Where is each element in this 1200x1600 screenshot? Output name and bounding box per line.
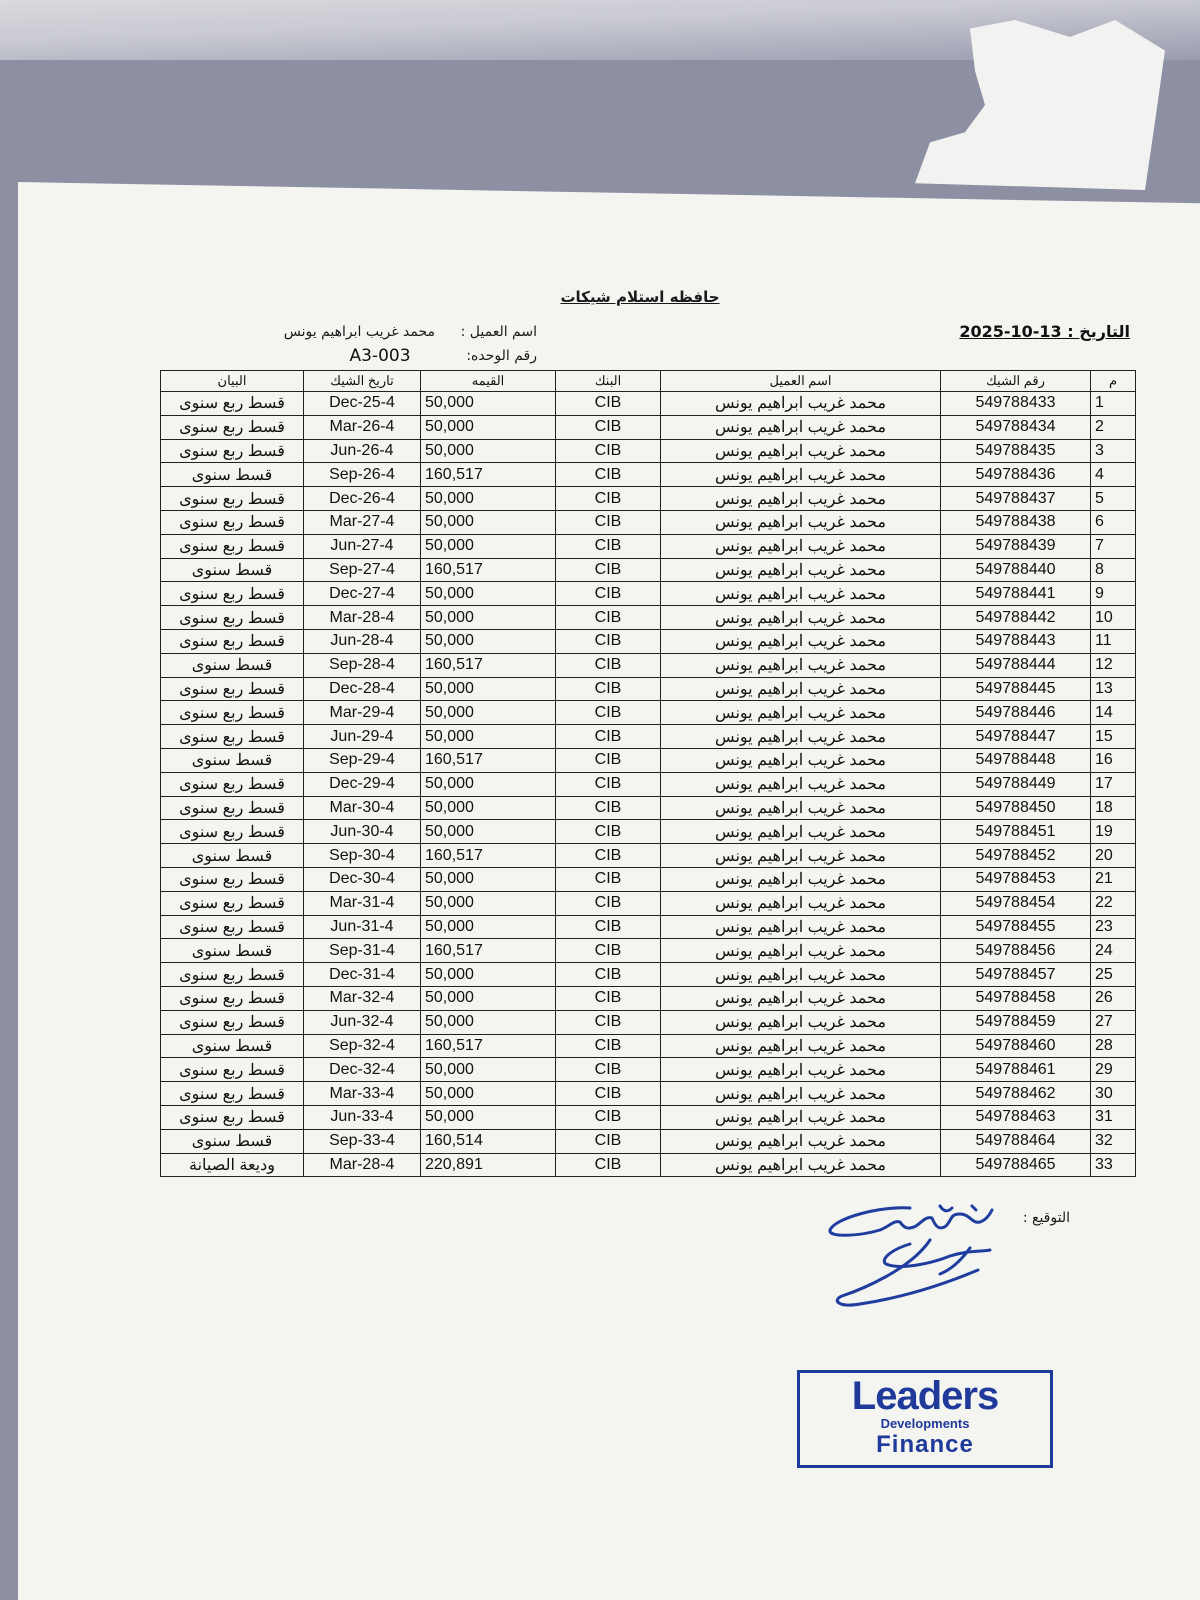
table-row — [161, 1034, 1136, 1058]
row-index: 15 — [1091, 725, 1136, 749]
row-index: 24 — [1091, 939, 1136, 963]
cheque-amount: 160,517 — [421, 558, 556, 582]
table-row — [161, 915, 1136, 939]
document-date: التاريخ : 13-10-2025 — [959, 322, 1130, 341]
cheque-description: قسط ربع سنوى — [161, 772, 304, 796]
client-name: محمد غريب ابراهيم يونس — [661, 1153, 941, 1177]
cheque-amount: 50,000 — [421, 1105, 556, 1129]
bank-name: CIB — [556, 963, 661, 987]
cheque-amount: 50,000 — [421, 415, 556, 439]
cheque-description: قسط سنوى — [161, 463, 304, 487]
handwritten-signature — [820, 1200, 1010, 1310]
unit-number-label: رقم الوحده: — [466, 348, 537, 364]
cheque-description: قسط سنوى — [161, 1129, 304, 1153]
table-row — [161, 1153, 1136, 1177]
table-row — [161, 1082, 1136, 1106]
client-name: محمد غريب ابراهيم يونس — [661, 510, 941, 534]
bank-name: CIB — [556, 677, 661, 701]
cheque-date: 4-Mar-28 — [304, 606, 421, 630]
cheque-amount: 50,000 — [421, 439, 556, 463]
table-row — [161, 820, 1136, 844]
row-index: 23 — [1091, 915, 1136, 939]
client-name: محمد غريب ابراهيم يونس — [661, 1129, 941, 1153]
bank-name: CIB — [556, 1034, 661, 1058]
cheque-description: قسط ربع سنوى — [161, 891, 304, 915]
client-name: محمد غريب ابراهيم يونس — [661, 915, 941, 939]
row-index: 25 — [1091, 963, 1136, 987]
cheque-description: قسط ربع سنوى — [161, 1058, 304, 1082]
cheque-number: 549788440 — [941, 558, 1091, 582]
client-name: محمد غريب ابراهيم يونس — [661, 891, 941, 915]
table-row — [161, 772, 1136, 796]
cheque-description: قسط ربع سنوى — [161, 963, 304, 987]
row-index: 26 — [1091, 986, 1136, 1010]
cheque-description: قسط ربع سنوى — [161, 820, 304, 844]
cheque-number: 549788437 — [941, 487, 1091, 511]
cheque-date: 4-Jun-31 — [304, 915, 421, 939]
bank-name: CIB — [556, 653, 661, 677]
cheque-date: 4-Sep-32 — [304, 1034, 421, 1058]
client-name: محمد غريب ابراهيم يونس — [661, 677, 941, 701]
cheque-date: 4-Dec-27 — [304, 582, 421, 606]
table-row — [161, 463, 1136, 487]
cheque-number: 549788454 — [941, 891, 1091, 915]
cheque-amount: 50,000 — [421, 629, 556, 653]
cheque-date: 4-Sep-33 — [304, 1129, 421, 1153]
cheque-date: 4-Mar-33 — [304, 1082, 421, 1106]
cheque-number: 549788458 — [941, 986, 1091, 1010]
cheque-date: 4-Sep-31 — [304, 939, 421, 963]
cheque-description: قسط سنوى — [161, 558, 304, 582]
cheque-amount: 160,517 — [421, 463, 556, 487]
cheque-amount: 160,514 — [421, 1129, 556, 1153]
client-name: محمد غريب ابراهيم يونس — [661, 796, 941, 820]
cheque-number: 549788455 — [941, 915, 1091, 939]
cheque-number: 549788456 — [941, 939, 1091, 963]
table-row — [161, 1105, 1136, 1129]
cheque-amount: 50,000 — [421, 915, 556, 939]
client-name: محمد غريب ابراهيم يونس — [661, 534, 941, 558]
cheque-description: قسط ربع سنوى — [161, 1105, 304, 1129]
client-name: محمد غريب ابراهيم يونس — [661, 986, 941, 1010]
cheque-description: قسط ربع سنوى — [161, 534, 304, 558]
cheque-amount: 50,000 — [421, 701, 556, 725]
cheque-amount: 50,000 — [421, 891, 556, 915]
cheque-date: 4-Mar-29 — [304, 701, 421, 725]
cheque-date: 4-Jun-32 — [304, 1010, 421, 1034]
cheque-description: قسط سنوى — [161, 653, 304, 677]
cheque-description: قسط ربع سنوى — [161, 582, 304, 606]
table-row — [161, 415, 1136, 439]
bank-name: CIB — [556, 701, 661, 725]
cheque-number: 549788457 — [941, 963, 1091, 987]
table-body — [161, 392, 1136, 1177]
table-row — [161, 653, 1136, 677]
cheque-amount: 50,000 — [421, 796, 556, 820]
client-name: محمد غريب ابراهيم يونس — [661, 653, 941, 677]
cheque-date: 4-Mar-26 — [304, 415, 421, 439]
cheque-number: 549788435 — [941, 439, 1091, 463]
cheque-description: وديعة الصيانة — [161, 1153, 304, 1177]
cheque-amount: 220,891 — [421, 1153, 556, 1177]
cheque-date: 4-Dec-25 — [304, 392, 421, 416]
row-index: 20 — [1091, 844, 1136, 868]
table-row — [161, 796, 1136, 820]
column-header-cheque-date: تاريخ الشيك — [304, 371, 421, 392]
cheque-date: 4-Jun-27 — [304, 534, 421, 558]
client-name: محمد غريب ابراهيم يونس — [661, 1058, 941, 1082]
bank-name: CIB — [556, 415, 661, 439]
table-row — [161, 487, 1136, 511]
cheque-date: 4-Mar-27 — [304, 510, 421, 534]
cheque-number: 549788436 — [941, 463, 1091, 487]
bank-name: CIB — [556, 820, 661, 844]
cheque-description: قسط سنوى — [161, 748, 304, 772]
cheque-amount: 50,000 — [421, 510, 556, 534]
table-row — [161, 701, 1136, 725]
cheque-number: 549788446 — [941, 701, 1091, 725]
row-index: 14 — [1091, 701, 1136, 725]
cheque-amount: 160,517 — [421, 844, 556, 868]
table-row — [161, 1010, 1136, 1034]
table-header-row — [161, 371, 1136, 392]
client-name: محمد غريب ابراهيم يونس — [661, 820, 941, 844]
cheque-amount: 160,517 — [421, 939, 556, 963]
cheque-number: 549788447 — [941, 725, 1091, 749]
bank-name: CIB — [556, 772, 661, 796]
row-index: 31 — [1091, 1105, 1136, 1129]
bank-name: CIB — [556, 725, 661, 749]
cheque-amount: 50,000 — [421, 725, 556, 749]
bank-name: CIB — [556, 796, 661, 820]
table-row — [161, 748, 1136, 772]
cheque-number: 549788439 — [941, 534, 1091, 558]
cheque-date: 4-Mar-31 — [304, 891, 421, 915]
cheque-date: 4-Sep-26 — [304, 463, 421, 487]
table-row — [161, 867, 1136, 891]
cheque-description: قسط ربع سنوى — [161, 915, 304, 939]
stamp-brand: Leaders — [851, 1374, 999, 1418]
bank-name: CIB — [556, 1153, 661, 1177]
cheque-description: قسط ربع سنوى — [161, 677, 304, 701]
client-name: محمد غريب ابراهيم يونس — [661, 1105, 941, 1129]
row-index: 30 — [1091, 1082, 1136, 1106]
cheque-amount: 50,000 — [421, 986, 556, 1010]
bank-name: CIB — [556, 558, 661, 582]
row-index: 22 — [1091, 891, 1136, 915]
bank-name: CIB — [556, 1105, 661, 1129]
row-index: 27 — [1091, 1010, 1136, 1034]
cheque-number: 549788448 — [941, 748, 1091, 772]
client-name: محمد غريب ابراهيم يونس — [661, 415, 941, 439]
cheque-number: 549788450 — [941, 796, 1091, 820]
client-name: محمد غريب ابراهيم يونس — [661, 392, 941, 416]
cheque-number: 549788452 — [941, 844, 1091, 868]
row-index: 4 — [1091, 463, 1136, 487]
unit-number-value: A3-003 — [349, 346, 411, 366]
table-row — [161, 439, 1136, 463]
column-header-amount: القيمه — [421, 371, 556, 392]
cheque-description: قسط ربع سنوى — [161, 439, 304, 463]
cheque-amount: 160,517 — [421, 1034, 556, 1058]
table-row — [161, 582, 1136, 606]
client-name-value: محمد غريب ابراهيم يونس — [283, 324, 435, 340]
row-index: 29 — [1091, 1058, 1136, 1082]
cheque-date: 4-Sep-28 — [304, 653, 421, 677]
cheque-date: 4-Sep-29 — [304, 748, 421, 772]
cheque-description: قسط ربع سنوى — [161, 629, 304, 653]
cheque-amount: 50,000 — [421, 534, 556, 558]
bank-name: CIB — [556, 915, 661, 939]
cheque-date: 4-Mar-32 — [304, 986, 421, 1010]
cheque-date: 4-Dec-29 — [304, 772, 421, 796]
column-header-client-name: اسم العميل — [661, 371, 941, 392]
cheque-number: 549788461 — [941, 1058, 1091, 1082]
cheque-amount: 50,000 — [421, 606, 556, 630]
client-name: محمد غريب ابراهيم يونس — [661, 867, 941, 891]
client-name: محمد غريب ابراهيم يونس — [661, 963, 941, 987]
client-name: محمد غريب ابراهيم يونس — [661, 629, 941, 653]
table-row — [161, 1058, 1136, 1082]
cheque-description: قسط ربع سنوى — [161, 701, 304, 725]
cheque-date: 4-Jun-29 — [304, 725, 421, 749]
row-index: 12 — [1091, 653, 1136, 677]
bank-name: CIB — [556, 439, 661, 463]
cheque-date: 4-Jun-30 — [304, 820, 421, 844]
cheque-amount: 50,000 — [421, 582, 556, 606]
column-header-bank: البنك — [556, 371, 661, 392]
bank-name: CIB — [556, 1058, 661, 1082]
row-index: 3 — [1091, 439, 1136, 463]
row-index: 28 — [1091, 1034, 1136, 1058]
client-name: محمد غريب ابراهيم يونس — [661, 1082, 941, 1106]
client-name: محمد غريب ابراهيم يونس — [661, 939, 941, 963]
cheque-date: 4-Dec-30 — [304, 867, 421, 891]
client-name: محمد غريب ابراهيم يونس — [661, 701, 941, 725]
bank-name: CIB — [556, 392, 661, 416]
client-name: محمد غريب ابراهيم يونس — [661, 606, 941, 630]
cheque-description: قسط ربع سنوى — [161, 487, 304, 511]
client-name: محمد غريب ابراهيم يونس — [661, 844, 941, 868]
cheque-number: 549788451 — [941, 820, 1091, 844]
cheque-description: قسط سنوى — [161, 1034, 304, 1058]
bank-name: CIB — [556, 510, 661, 534]
cheque-amount: 50,000 — [421, 1058, 556, 1082]
client-name: محمد غريب ابراهيم يونس — [661, 558, 941, 582]
table-row — [161, 558, 1136, 582]
cheque-amount: 50,000 — [421, 867, 556, 891]
row-index: 18 — [1091, 796, 1136, 820]
cheque-date: 4-Mar-28 — [304, 1153, 421, 1177]
cheque-description: قسط سنوى — [161, 844, 304, 868]
bank-name: CIB — [556, 463, 661, 487]
cheque-number: 549788438 — [941, 510, 1091, 534]
row-index: 13 — [1091, 677, 1136, 701]
column-header-cheque-number: رقم الشيك — [941, 371, 1091, 392]
client-name: محمد غريب ابراهيم يونس — [661, 725, 941, 749]
table-row — [161, 606, 1136, 630]
client-name: محمد غريب ابراهيم يونس — [661, 439, 941, 463]
cheque-number: 549788464 — [941, 1129, 1091, 1153]
client-name: محمد غريب ابراهيم يونس — [661, 772, 941, 796]
column-header-description: البيان — [161, 371, 304, 392]
table-row — [161, 844, 1136, 868]
bank-name: CIB — [556, 1010, 661, 1034]
cheque-description: قسط ربع سنوى — [161, 392, 304, 416]
row-index: 32 — [1091, 1129, 1136, 1153]
bank-name: CIB — [556, 1129, 661, 1153]
row-index: 8 — [1091, 558, 1136, 582]
cheque-amount: 50,000 — [421, 677, 556, 701]
cheque-number: 549788445 — [941, 677, 1091, 701]
cheque-date: 4-Dec-26 — [304, 487, 421, 511]
row-index: 2 — [1091, 415, 1136, 439]
bank-name: CIB — [556, 986, 661, 1010]
cheque-description: قسط ربع سنوى — [161, 867, 304, 891]
row-index: 10 — [1091, 606, 1136, 630]
cheque-description: قسط ربع سنوى — [161, 796, 304, 820]
cheque-amount: 50,000 — [421, 963, 556, 987]
cheque-number: 549788459 — [941, 1010, 1091, 1034]
table-row — [161, 891, 1136, 915]
table-row — [161, 963, 1136, 987]
cheque-amount: 50,000 — [421, 392, 556, 416]
client-name: محمد غريب ابراهيم يونس — [661, 1010, 941, 1034]
cheque-description: قسط ربع سنوى — [161, 1082, 304, 1106]
client-name: محمد غريب ابراهيم يونس — [661, 463, 941, 487]
row-index: 11 — [1091, 629, 1136, 653]
cheque-date: 4-Dec-32 — [304, 1058, 421, 1082]
cheque-number: 549788463 — [941, 1105, 1091, 1129]
bank-name: CIB — [556, 939, 661, 963]
cheque-date: 4-Sep-30 — [304, 844, 421, 868]
cheque-date: 4-Sep-27 — [304, 558, 421, 582]
column-header-index: م — [1091, 371, 1136, 392]
bank-name: CIB — [556, 867, 661, 891]
bank-name: CIB — [556, 1082, 661, 1106]
company-stamp — [797, 1370, 1053, 1468]
bank-name: CIB — [556, 582, 661, 606]
row-index: 17 — [1091, 772, 1136, 796]
client-name: محمد غريب ابراهيم يونس — [661, 748, 941, 772]
row-index: 1 — [1091, 392, 1136, 416]
row-index: 9 — [1091, 582, 1136, 606]
table-row — [161, 392, 1136, 416]
cheque-description: قسط ربع سنوى — [161, 725, 304, 749]
cheque-number: 549788442 — [941, 606, 1091, 630]
cheque-number: 549788460 — [941, 1034, 1091, 1058]
cheque-number: 549788453 — [941, 867, 1091, 891]
client-name: محمد غريب ابراهيم يونس — [661, 582, 941, 606]
bank-name: CIB — [556, 748, 661, 772]
row-index: 33 — [1091, 1153, 1136, 1177]
table-row — [161, 939, 1136, 963]
table-row — [161, 510, 1136, 534]
table-row — [161, 534, 1136, 558]
bank-name: CIB — [556, 891, 661, 915]
client-name: محمد غريب ابراهيم يونس — [661, 1034, 941, 1058]
row-index: 16 — [1091, 748, 1136, 772]
cheque-date: 4-Jun-33 — [304, 1105, 421, 1129]
bank-name: CIB — [556, 534, 661, 558]
cheque-amount: 160,517 — [421, 653, 556, 677]
cheque-description: قسط ربع سنوى — [161, 510, 304, 534]
row-index: 6 — [1091, 510, 1136, 534]
cheque-number: 549788433 — [941, 392, 1091, 416]
cheque-number: 549788449 — [941, 772, 1091, 796]
cheque-date: 4-Jun-26 — [304, 439, 421, 463]
cheque-number: 549788441 — [941, 582, 1091, 606]
table-row — [161, 1129, 1136, 1153]
row-index: 7 — [1091, 534, 1136, 558]
cheque-description: قسط ربع سنوى — [161, 986, 304, 1010]
stamp-division: Finance — [876, 1431, 974, 1458]
cheque-amount: 50,000 — [421, 820, 556, 844]
cheque-description: قسط ربع سنوى — [161, 1010, 304, 1034]
signature-label: التوقيع : — [1022, 1210, 1070, 1226]
cheque-number: 549788443 — [941, 629, 1091, 653]
cheque-number: 549788465 — [941, 1153, 1091, 1177]
cheque-amount: 50,000 — [421, 1010, 556, 1034]
cheque-amount: 50,000 — [421, 772, 556, 796]
table-row — [161, 629, 1136, 653]
row-index: 19 — [1091, 820, 1136, 844]
cheque-date: 4-Dec-28 — [304, 677, 421, 701]
cheques-table — [160, 370, 1136, 1177]
client-name-label: اسم العميل : — [460, 324, 537, 340]
cheque-description: قسط ربع سنوى — [161, 606, 304, 630]
cheque-amount: 50,000 — [421, 1082, 556, 1106]
table-row — [161, 725, 1136, 749]
bank-name: CIB — [556, 606, 661, 630]
bank-name: CIB — [556, 487, 661, 511]
cheque-description: قسط سنوى — [161, 939, 304, 963]
stamp-subtitle: Developments — [880, 1416, 970, 1431]
row-index: 21 — [1091, 867, 1136, 891]
cheque-number: 549788462 — [941, 1082, 1091, 1106]
cheque-number: 549788444 — [941, 653, 1091, 677]
row-index: 5 — [1091, 487, 1136, 511]
cheque-amount: 160,517 — [421, 748, 556, 772]
cheque-date: 4-Jun-28 — [304, 629, 421, 653]
document-title: حافظه استلام شيكات — [560, 288, 720, 306]
client-name: محمد غريب ابراهيم يونس — [661, 487, 941, 511]
cheque-date: 4-Mar-30 — [304, 796, 421, 820]
table-row — [161, 677, 1136, 701]
bank-name: CIB — [556, 844, 661, 868]
table-row — [161, 986, 1136, 1010]
cheque-number: 549788434 — [941, 415, 1091, 439]
bank-name: CIB — [556, 629, 661, 653]
cheque-date: 4-Dec-31 — [304, 963, 421, 987]
cheque-description: قسط ربع سنوى — [161, 415, 304, 439]
cheque-amount: 50,000 — [421, 487, 556, 511]
